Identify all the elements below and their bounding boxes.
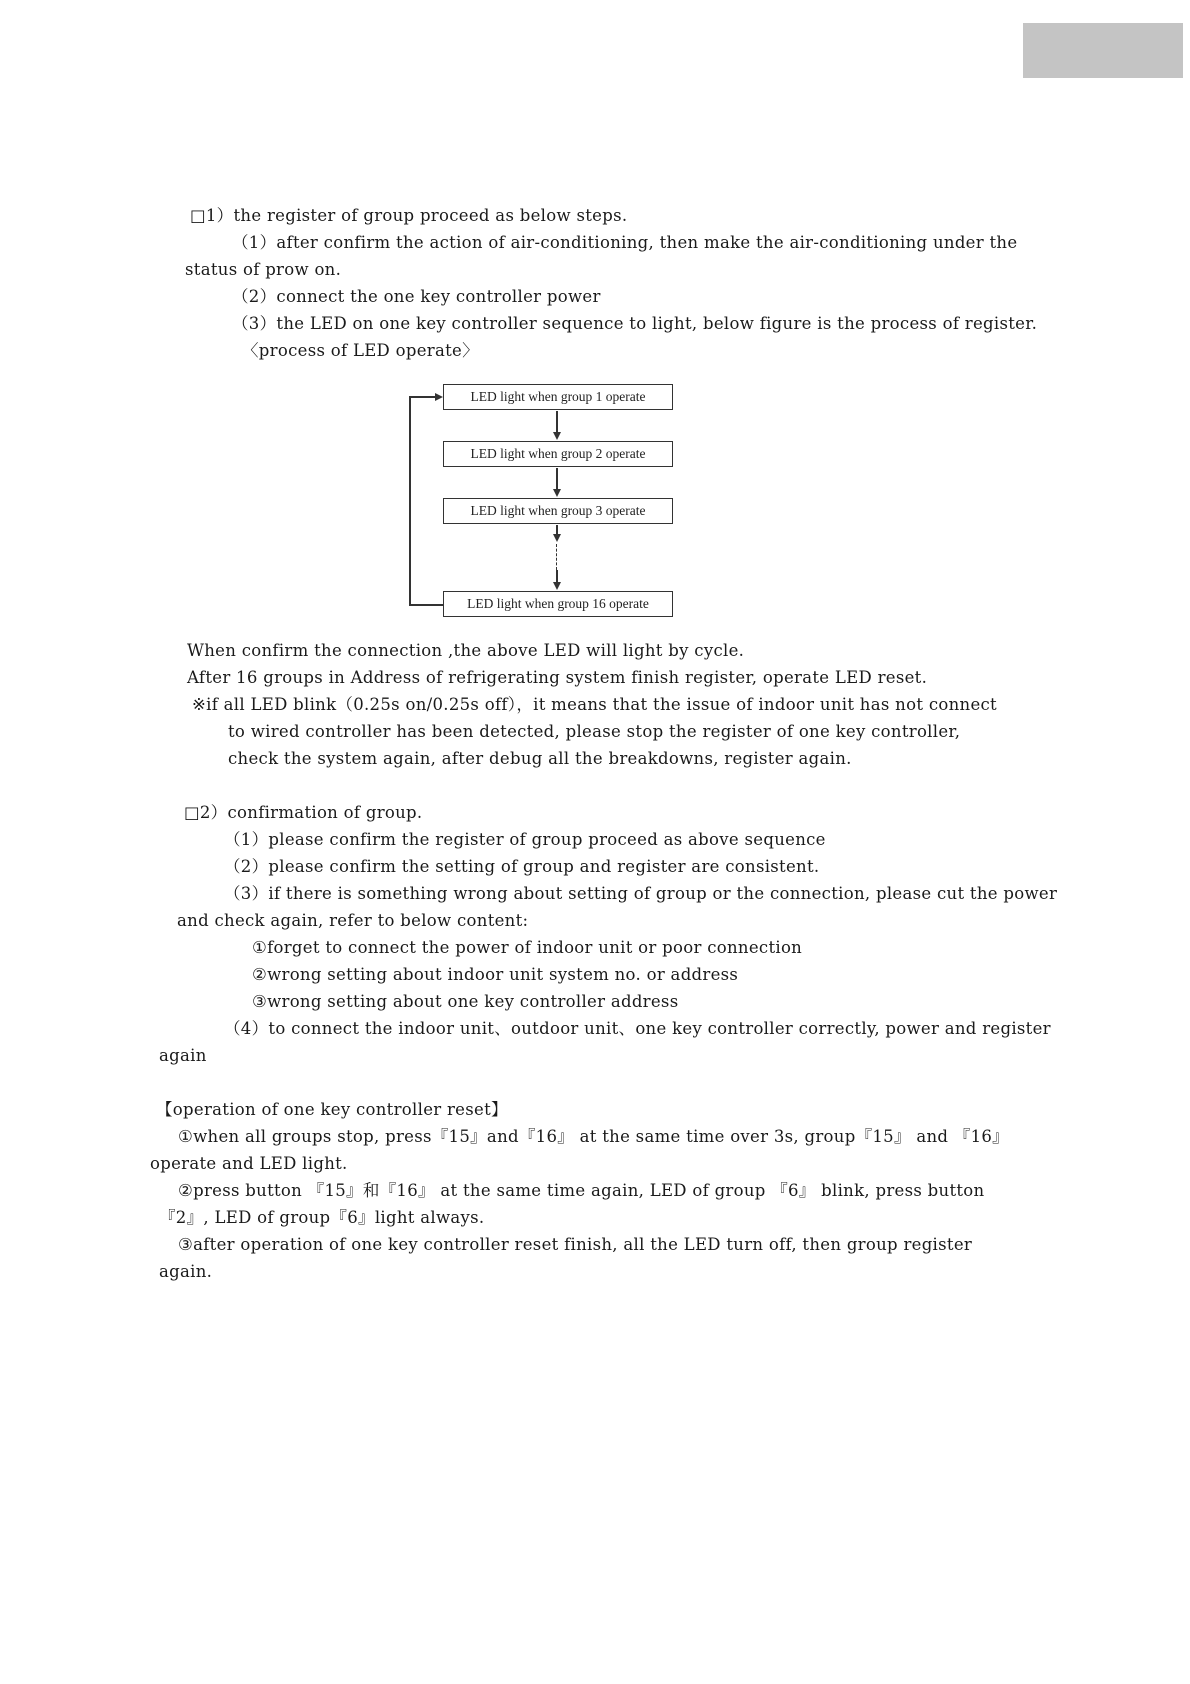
cause-2: ②wrong setting about indoor unit system no. or address — [252, 965, 739, 984]
connector-1-2 — [556, 411, 558, 433]
warning-line-3: check the system again, after debug all the breakdowns, register again. — [228, 749, 852, 768]
step-2: （2）connect the one key controller power — [232, 287, 601, 306]
reset-step-2-line-1: ②press button 『15』和『16』 at the same time again, LED of group 『6』 blink, press button — [178, 1181, 985, 1200]
loop-vertical — [409, 396, 411, 605]
confirm-item-3-line-2: and check again, refer to below content: — [177, 911, 529, 930]
reset-step-1-line-1: ①when all groups stop, press『15』and『16』 at the same time over 3s, group『15』 and 『16』 — [178, 1127, 1009, 1146]
step-3: （3）the LED on one key controller sequence to light, below figure is the process of register. — [232, 314, 1038, 333]
section-1-title: □1）the register of group proceed as below steps. — [190, 206, 628, 225]
led-process-diagram — [395, 378, 695, 620]
warning-line-1: ※if all LED blink（0.25s on/0.25s off），it means that the issue of indoor unit has not connect — [192, 695, 997, 714]
diagram-box-group-3: LED light when group 3 operate — [443, 498, 673, 524]
confirm-item-4-line-2: again — [159, 1046, 207, 1065]
connector-2-3 — [556, 468, 558, 490]
step-1-line-1: （1）after confirm the action of air-conditioning, then make the air-conditioning under the — [232, 233, 1018, 252]
arrow-down-icon — [553, 489, 561, 497]
dashed-continuation — [556, 544, 557, 570]
figure-caption: 〈process of LED operate〉 — [242, 341, 479, 360]
diagram-box-group-2: LED light when group 2 operate — [443, 441, 673, 467]
diagram-box-group-16: LED light when group 16 operate — [443, 591, 673, 617]
arrow-down-icon — [553, 582, 561, 590]
confirm-item-3-line-1: （3）if there is something wrong about setting of group or the connection, please cut the power — [224, 884, 1058, 903]
reset-step-3-line-1: ③after operation of one key controller reset finish, all the LED turn off, then group register — [178, 1235, 973, 1254]
note-cycle: When confirm the connection ,the above LED will light by cycle. — [187, 641, 745, 660]
step-1-line-2: status of prow on. — [185, 260, 342, 279]
loop-top — [409, 396, 436, 398]
note-reset: After 16 groups in Address of refrigerating system finish register, operate LED reset. — [187, 668, 928, 687]
confirm-item-4-line-1: （4）to connect the indoor unit、outdoor unit、one key controller correctly, power and register — [224, 1019, 1051, 1038]
confirm-item-1: （1）please confirm the register of group proceed as above sequence — [224, 830, 826, 849]
reset-title: 【operation of one key controller reset】 — [156, 1100, 508, 1119]
section-2-title: □2）confirmation of group. — [184, 803, 423, 822]
page-corner-tab — [1023, 23, 1183, 78]
reset-step-2-line-2: 『2』, LED of group『6』light always. — [159, 1208, 485, 1227]
reset-step-3-line-2: again. — [159, 1262, 213, 1281]
cause-3: ③wrong setting about one key controller address — [252, 992, 679, 1011]
diagram-box-group-1: LED light when group 1 operate — [443, 384, 673, 410]
arrow-right-icon — [435, 393, 443, 401]
arrow-down-icon — [553, 534, 561, 542]
cause-1: ①forget to connect the power of indoor unit or poor connection — [252, 938, 803, 957]
confirm-item-2: （2）please confirm the setting of group and register are consistent. — [224, 857, 820, 876]
reset-step-1-line-2: operate and LED light. — [150, 1154, 348, 1173]
warning-line-2: to wired controller has been detected, please stop the register of one key controller, — [228, 722, 961, 741]
arrow-down-icon — [553, 432, 561, 440]
loop-bottom — [409, 604, 443, 606]
